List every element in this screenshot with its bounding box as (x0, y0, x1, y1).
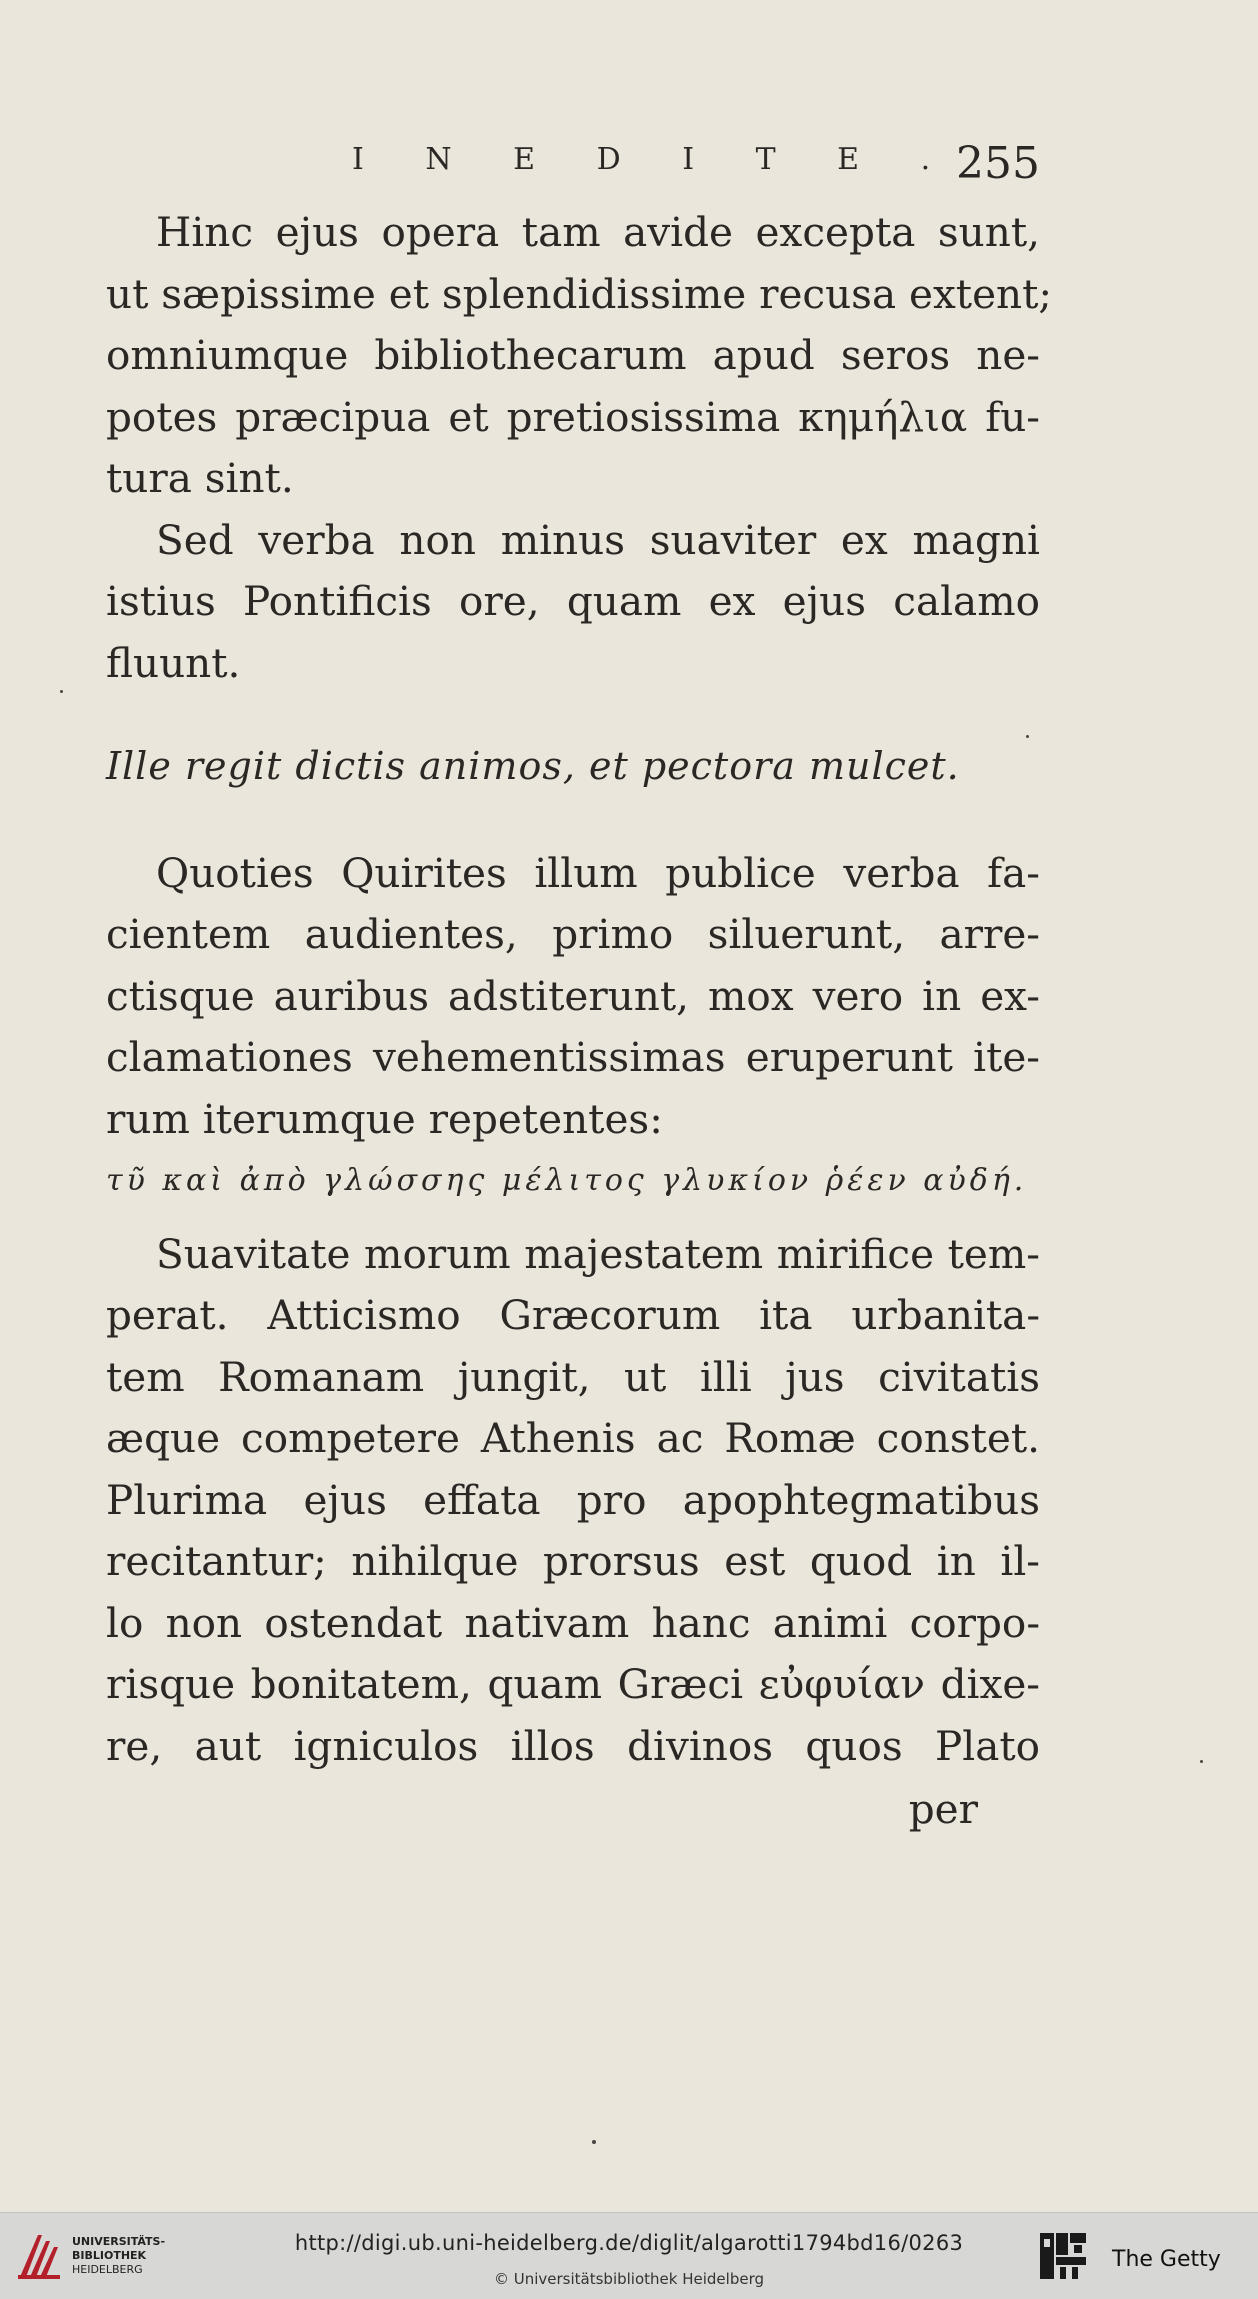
permalink-url[interactable]: http://digi.ub.uni-heidelberg.de/diglit/algarotti1794bd16/0263 (294, 2231, 964, 2255)
getty-mark-icon (1038, 2231, 1088, 2281)
catchword: per (908, 1785, 978, 1833)
library-name-line: BIBLIOTHEK (72, 2249, 147, 2262)
text-line: æque competere Athenis ac Romæ constet. (106, 1414, 1040, 1462)
paragraph-4 (106, 1224, 1040, 1778)
text-line: Suavitate morum majestatem mirifice tem- (156, 1229, 1040, 1278)
greek-quotation: τῦ καὶ ἀπὸ γλώσσης μέλιτος γλυκίον ῥέεν αὐδή. (106, 1163, 1028, 1198)
text-line: ctisque auribus adstiterunt, mox vero in ex- (106, 971, 1040, 1020)
text-line: recitantur; nihilque prorsus est quod in il- (106, 1537, 1040, 1585)
paragraph-2 (106, 510, 1040, 695)
paragraph-1 (106, 202, 1053, 510)
library-name-line: UNIVERSITÄTS- (72, 2235, 166, 2248)
text-line: clamationes vehementissimas eruperunt ite- (106, 1033, 1040, 1081)
text-line: perat. Atticismo Græcorum ita urbanita- (106, 1291, 1040, 1339)
page-number: 255 (956, 138, 1040, 189)
paper-speck (60, 690, 63, 693)
paper-speck (1026, 735, 1029, 738)
paper-speck (1200, 1760, 1203, 1763)
text-line: istius Pontificis ore, quam ex ejus calamo (106, 577, 1040, 625)
text-line: Sed verba non minus suaviter ex magni (156, 515, 1040, 564)
text-line: tura sint. (106, 454, 294, 502)
text-line: fluunt. (106, 638, 241, 687)
running-head: I N E D I T E . (352, 142, 957, 177)
getty-logo[interactable] (1038, 2231, 1238, 2283)
text-line: rum iterumque repetentes: (106, 1094, 663, 1143)
text-line: omniumque bibliothecarum apud seros ne- (106, 331, 1040, 379)
paper-speck (592, 2140, 596, 2144)
text-line: risque bonitatem, quam Græci εὐφυίαν dixe- (106, 1660, 1040, 1708)
partner-name: The Getty (1112, 2247, 1221, 2272)
paragraph-3 (106, 843, 1040, 1151)
text-line: potes præcipua et pretiosissima κημήλια fu- (106, 392, 1040, 441)
text-line: re, aut igniculos illos divinos quos Plato (106, 1721, 1040, 1770)
text-line: Quoties Quirites illum publice verba fa- (156, 848, 1040, 897)
page-header (352, 138, 1040, 188)
copyright-notice: © Universitätsbibliothek Heidelberg (493, 2270, 764, 2288)
text-line: Hinc ejus opera tam avide excepta sunt, (156, 208, 1040, 256)
text-line: cientem audientes, primo siluerunt, arre- (106, 910, 1040, 958)
viewer-footer (0, 2212, 1258, 2299)
text-line: Plurima ejus effata pro apophtegmatibus (106, 1475, 1040, 1524)
text-line: tem Romanam jungit, ut illi jus civitatis (106, 1352, 1040, 1401)
body-text (106, 202, 1053, 1841)
verse-quotation: Ille regit dictis animos, et pectora mulcet. (106, 744, 960, 788)
library-name-line: HEIDELBERG (72, 2263, 143, 2276)
text-line: ut sæpissime et splendidissime recusa extent; (106, 269, 1053, 318)
text-line: lo non ostendat nativam hanc animi corpo- (106, 1598, 1040, 1647)
